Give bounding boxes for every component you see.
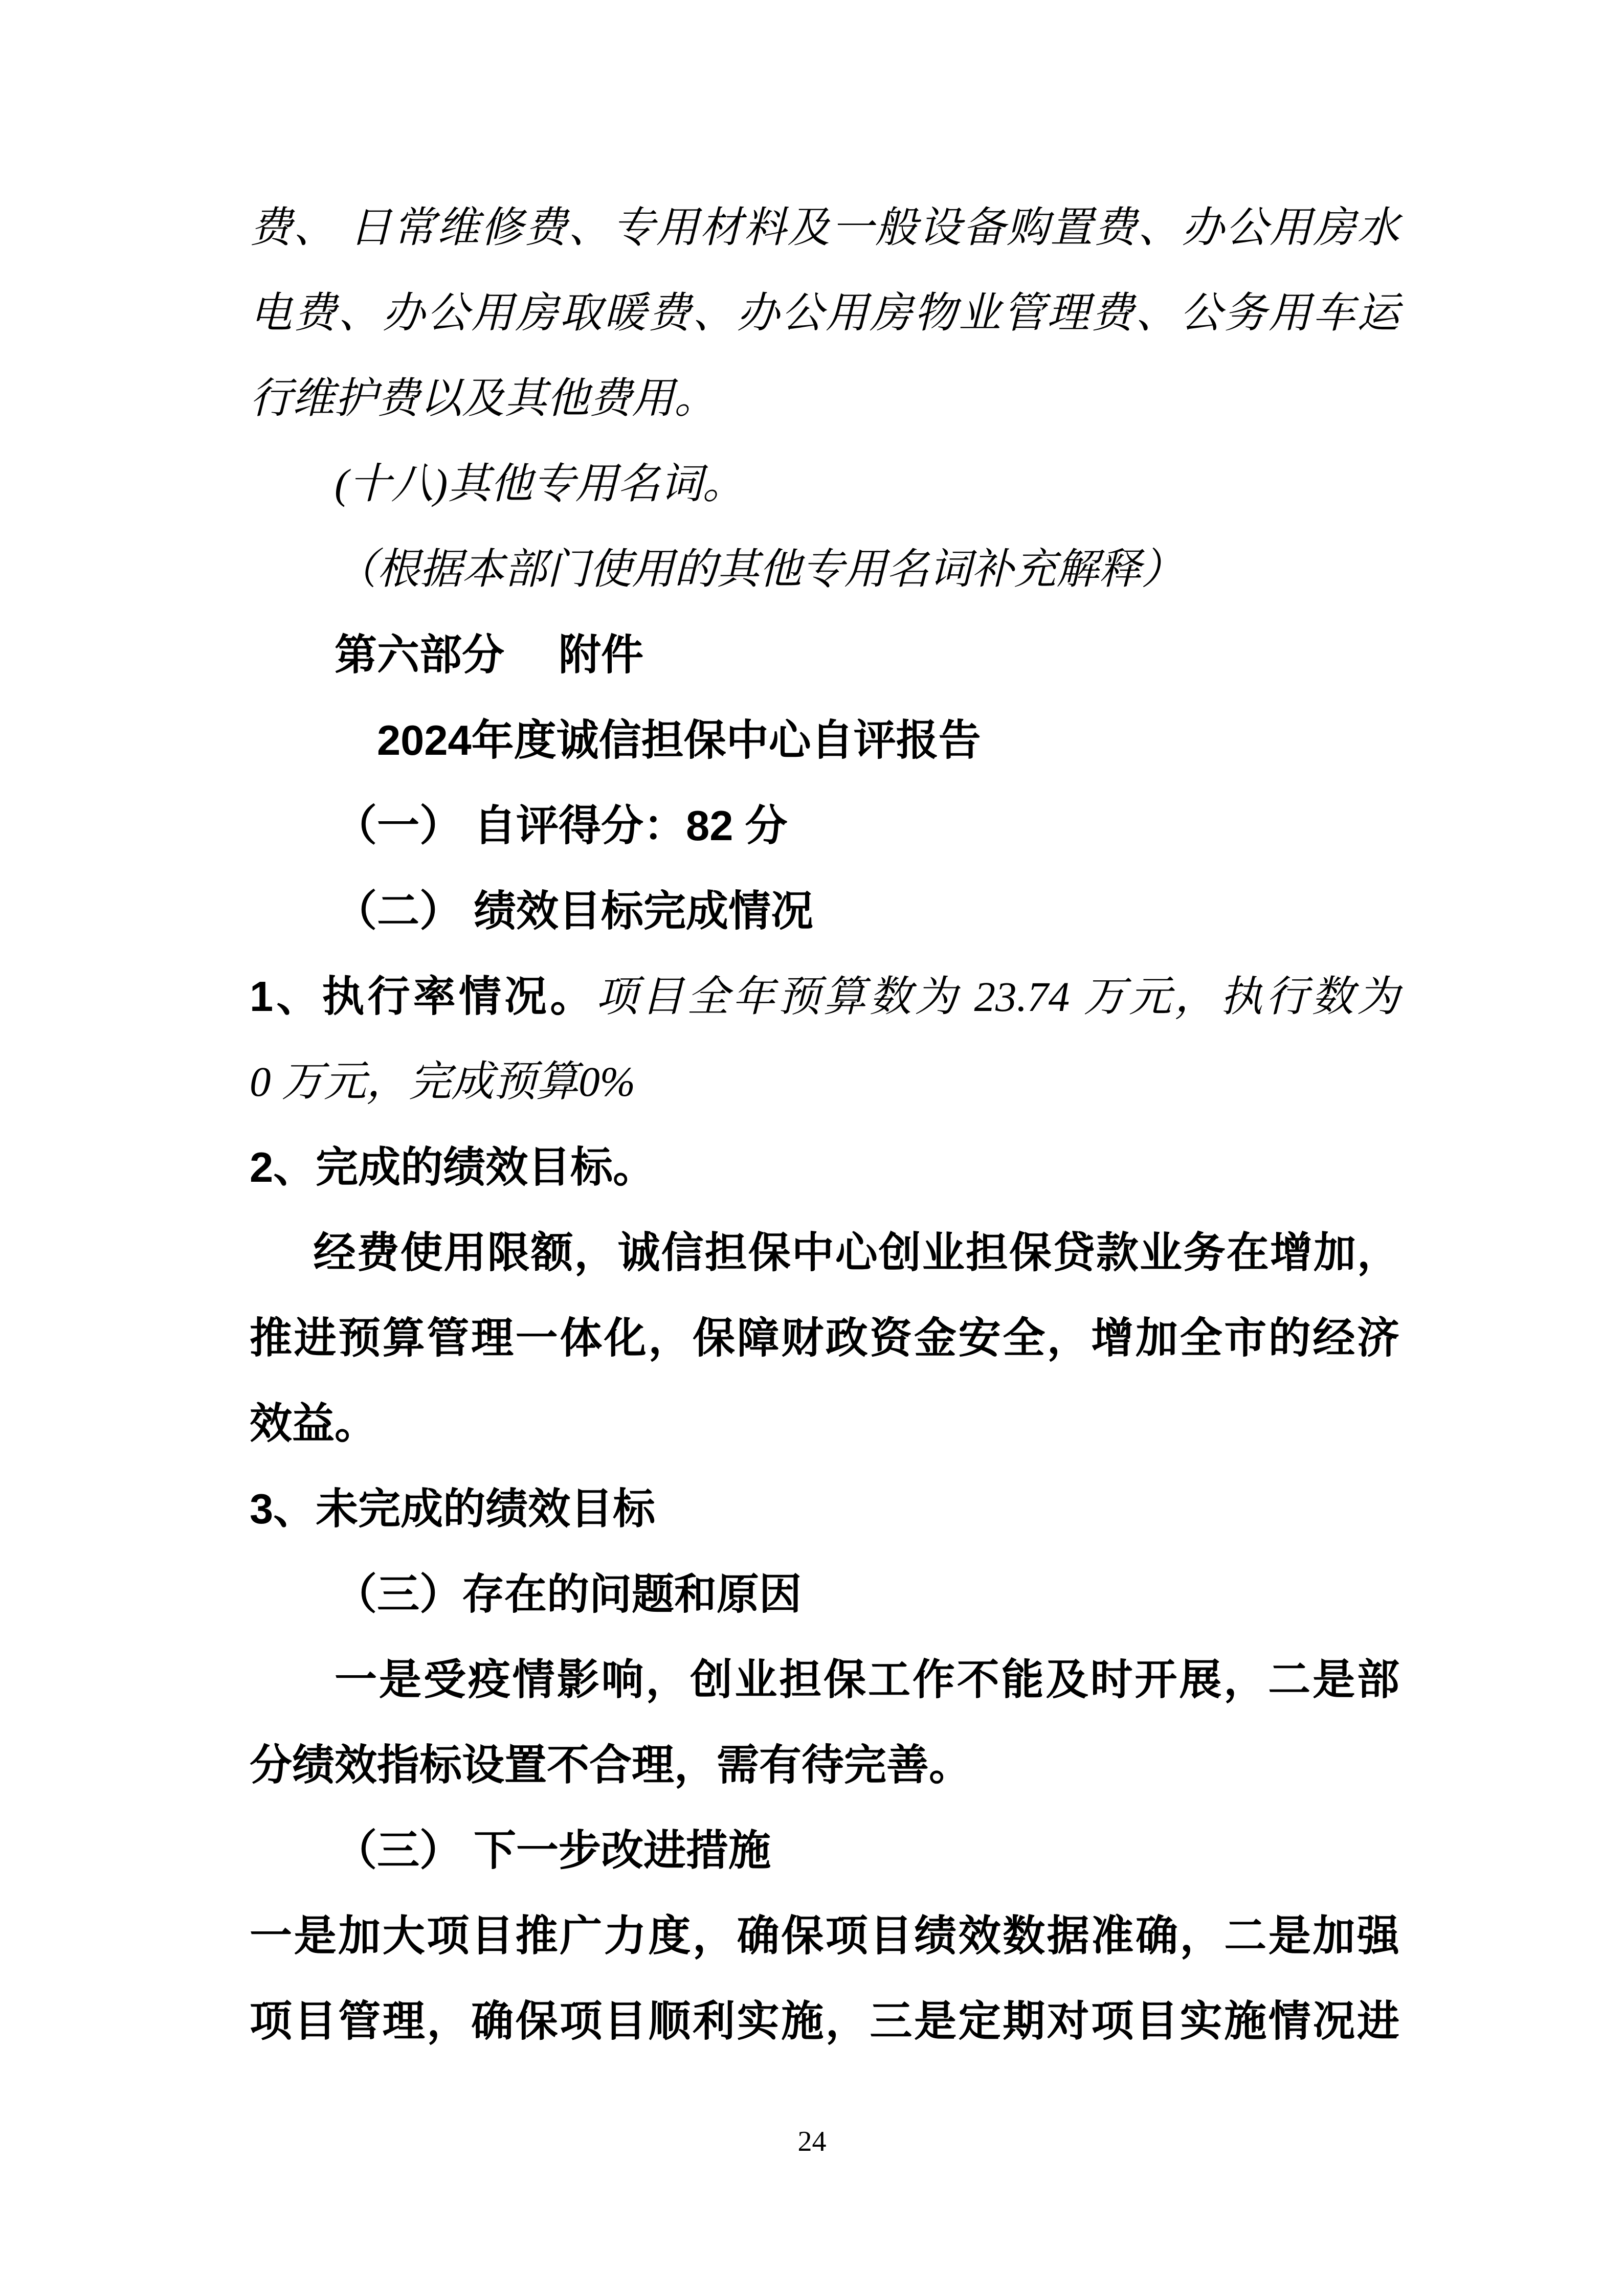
subsection-heading: （三）存在的问题和原因	[335, 1570, 802, 1618]
body-line	[250, 954, 1399, 1039]
subsection-heading: （一） 自评得分：82 分	[335, 802, 788, 849]
body-line: 0 万元，完成预算0%	[250, 1058, 635, 1105]
body-line-italic-segment: 项目全年预算数为 23.74 万元，执行数为	[595, 973, 1399, 1020]
body-line-bold-segment: 1、执行率情况。	[250, 973, 596, 1020]
section-heading: 第六部分 附件	[335, 631, 644, 679]
body-line: 2、完成的绩效目标。	[250, 1143, 656, 1191]
page-body-text	[250, 185, 1399, 2064]
body-line: 行维护费以及其他费用。	[250, 375, 717, 422]
body-line: 一是受疫情影响，创业担保工作不能及时开展，二是部	[335, 1656, 1399, 1703]
body-line: 效益。	[250, 1400, 377, 1447]
page-number: 24	[797, 2126, 827, 2157]
report-title: 2024年度诚信担保中心自评报告	[377, 716, 981, 764]
subsection-heading: （二） 绩效目标完成情况	[335, 887, 814, 935]
subsection-heading: （三） 下一步改进措施	[335, 1827, 771, 1874]
body-line: 一是加大项目推广力度，确保项目绩效数据准确，二是加强	[250, 1912, 1399, 1960]
body-line: 经费使用限额，诚信担保中心创业担保贷款业务在增加，	[313, 1229, 1399, 1276]
list-item-line: (十八)其他专用名词。	[335, 460, 745, 507]
body-line: 推进预算管理一体化，保障财政资金安全，增加全市的经济	[250, 1314, 1399, 1362]
body-line: 分绩效指标设置不合理，需有待完善。	[250, 1741, 971, 1789]
body-line: 费、 日常维修费、专用材料及一般设备购置费、办公用房水	[250, 204, 1399, 251]
note-line: （根据本部门使用的其他专用名词补充解释）	[335, 546, 1184, 593]
body-line: 项目管理，确保项目顺利实施，三是定期对项目实施情况进	[250, 1997, 1399, 2045]
body-line: 电费、办公用房取暖费、办公用房物业管理费、公务用车运	[250, 289, 1399, 336]
body-line: 3、未完成的绩效目标	[250, 1485, 656, 1533]
